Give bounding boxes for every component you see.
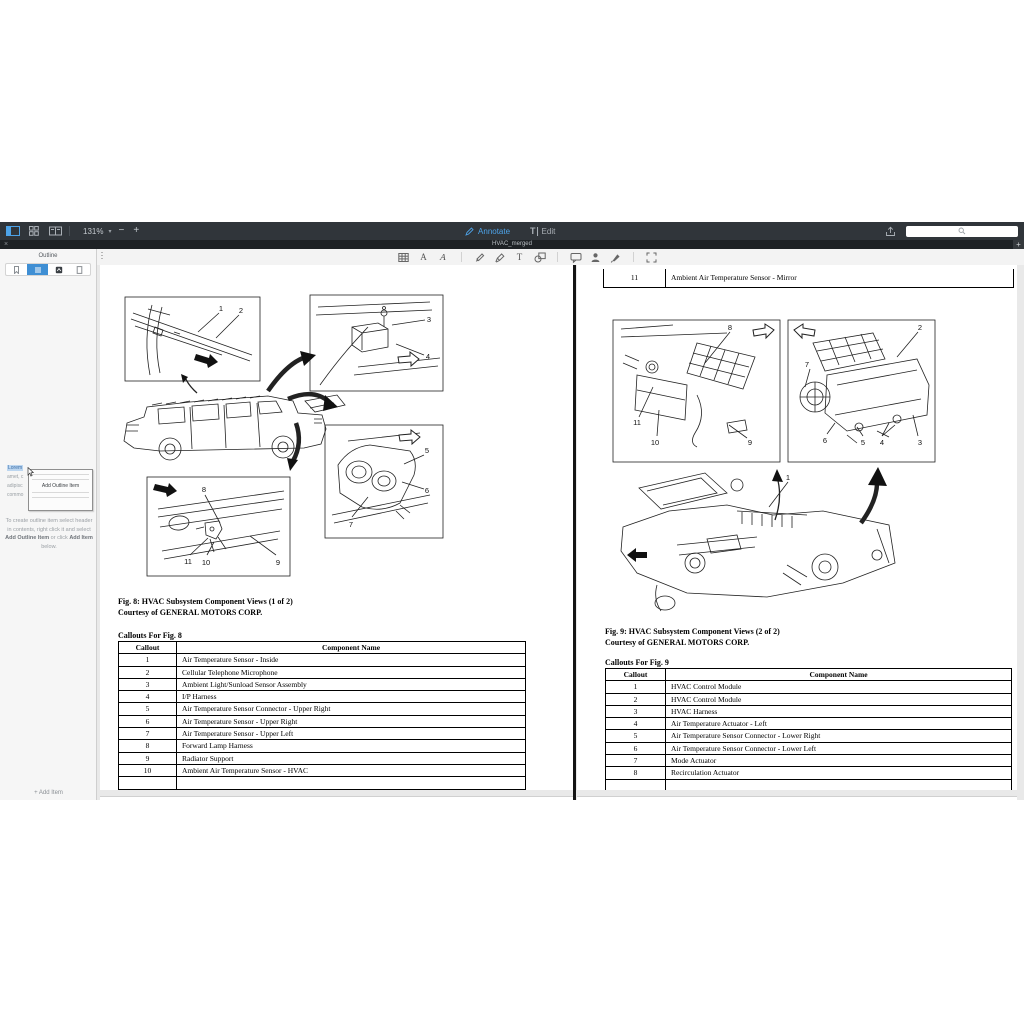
- callout-cell: 7: [606, 755, 666, 767]
- callout-cell: 2: [119, 666, 177, 678]
- callout-cell: 4: [606, 718, 666, 730]
- tab-bar: [0, 240, 1024, 249]
- component-cell: Air Temperature Sensor Connector - Lower Right: [666, 730, 1012, 742]
- sidebar-view-switcher: [5, 263, 91, 276]
- fig8-caption-line1: Fig. 8: HVAC Subsystem Component Views (1 of 2): [118, 597, 293, 606]
- pdf-page-right: [577, 265, 1017, 790]
- table-row: [604, 269, 1014, 288]
- table-row: [606, 693, 1012, 705]
- pdf-app-window: [0, 222, 1024, 800]
- svg-text:3: 3: [917, 438, 923, 447]
- callout-cell: 5: [119, 703, 177, 715]
- sidebar-toggle-button[interactable]: [6, 224, 20, 238]
- table-header-row: [606, 669, 1012, 681]
- fig9-main-assembly: [621, 473, 895, 611]
- svg-text:10: 10: [201, 558, 211, 567]
- callout-cell: 5: [606, 730, 666, 742]
- outline-list-icon: [34, 266, 42, 274]
- fig9-diagram: [577, 315, 1017, 627]
- annotate-label: Annotate: [478, 226, 511, 236]
- signature-tool-button[interactable]: [609, 251, 622, 264]
- fig8-detail-sensor: [310, 295, 443, 391]
- fig9-callout-table: [605, 668, 1012, 790]
- callout-cell: 6: [606, 742, 666, 754]
- component-cell: I/P Harness: [177, 691, 526, 703]
- component-cell: Cellular Telephone Microphone: [177, 666, 526, 678]
- table-row-partial: [606, 779, 1012, 790]
- callout-header: Callout: [119, 642, 177, 654]
- fig9-detail-left: [613, 320, 780, 462]
- svg-text:5: 5: [860, 438, 866, 447]
- fig9-connector-arrows: [627, 467, 887, 562]
- highlight-grid-button[interactable]: [397, 251, 410, 264]
- edit-text-cursor-icon: T: [530, 226, 536, 236]
- fig8-vehicle: [124, 395, 345, 460]
- sidebar-toggle-icon: [6, 226, 20, 236]
- table-row: [119, 715, 526, 727]
- callout-cell: 7: [119, 728, 177, 740]
- search-icon: [958, 227, 966, 235]
- toolbar-separator: [69, 226, 70, 236]
- edit-mode-button[interactable]: [530, 226, 555, 236]
- fig8-diagram: [100, 265, 573, 595]
- search-input[interactable]: [906, 226, 1018, 237]
- fig8-table-title: Callouts For Fig. 8: [118, 631, 182, 640]
- table-row: [606, 681, 1012, 693]
- svg-text:2: 2: [238, 306, 244, 315]
- signature-pen-icon: [610, 252, 622, 263]
- outline-hint-text: To create outline item select header in contents, right click it and select Add Outline Item or click Add Item below.: [5, 518, 93, 550]
- fig8-caption-line2: Courtesy of GENERAL MOTORS CORP.: [118, 608, 263, 617]
- svg-text:2: 2: [917, 323, 923, 332]
- svg-text:9: 9: [747, 438, 753, 447]
- annotate-pen-icon: [465, 227, 474, 236]
- comment-icon: [570, 252, 582, 263]
- table-row: [119, 703, 526, 715]
- component-cell: Radiator Support: [177, 752, 526, 764]
- table-row: [119, 752, 526, 764]
- add-item-button[interactable]: + Add Item: [34, 790, 63, 796]
- fig8-detail-roofrail: [125, 297, 260, 381]
- svg-text:6: 6: [822, 436, 828, 445]
- tab-annotations[interactable]: [48, 264, 69, 275]
- zoom-dropdown-chevron-icon[interactable]: ▾: [108, 228, 112, 235]
- demo-text-line: amet, c: [7, 474, 24, 480]
- pencil-tool-button[interactable]: [473, 251, 486, 264]
- grid-tool-icon: [398, 252, 409, 263]
- svg-text:6: 6: [424, 486, 430, 495]
- fig9-caption-line2: Courtesy of GENERAL MOTORS CORP.: [605, 638, 750, 647]
- shapes-icon: [534, 252, 546, 263]
- table-row: [119, 740, 526, 752]
- callout-cell: 3: [119, 678, 177, 690]
- fig8-detail-radiator: [147, 477, 290, 576]
- fig9-table-title: Callouts For Fig. 9: [605, 658, 669, 667]
- outline-empty-illustration: [7, 465, 93, 517]
- component-cell: Air Temperature Sensor - Upper Right: [177, 715, 526, 727]
- callout-header: Callout: [606, 669, 666, 681]
- table-row: [119, 678, 526, 690]
- fig9-caption-line1: Fig. 9: HVAC Subsystem Component Views (2 of 2): [605, 627, 780, 636]
- table-row: [119, 666, 526, 678]
- outline-sidebar: [0, 249, 97, 800]
- cursor-arrow-icon: [27, 467, 34, 477]
- demo-text-line: adipisc: [7, 483, 23, 489]
- component-cell: Ambient Light/Sunload Sensor Assembly: [177, 678, 526, 690]
- callout-cell: 8: [119, 740, 177, 752]
- component-header: Component Name: [666, 669, 1012, 681]
- shapes-tool-button[interactable]: [533, 251, 546, 264]
- demo-context-menu: [28, 469, 93, 511]
- pane-resize-handle[interactable]: [101, 252, 103, 261]
- zoom-in-button[interactable]: +: [133, 225, 140, 236]
- svg-text:8: 8: [727, 323, 733, 332]
- table-row: [606, 730, 1012, 742]
- pdf-page-left: [100, 265, 573, 790]
- page-spine-divider: [573, 265, 576, 800]
- toolbar-separator: [633, 252, 634, 262]
- demo-menu-item-add-outline: Add Outline Item: [41, 483, 80, 489]
- component-cell: HVAC Control Module: [666, 681, 1012, 693]
- table-row: [606, 705, 1012, 717]
- callout-cell: 2: [606, 693, 666, 705]
- table-row: [119, 691, 526, 703]
- callout-cell: 10: [119, 764, 177, 776]
- text-highlight-button[interactable]: [417, 251, 430, 264]
- tab-thumbnails[interactable]: [69, 264, 90, 275]
- share-button[interactable]: [883, 224, 897, 238]
- svg-text:10: 10: [650, 438, 660, 447]
- strikeout-button[interactable]: [437, 251, 450, 264]
- stamp-icon: [590, 252, 601, 263]
- two-page-view-button[interactable]: [48, 224, 62, 238]
- edit-label: Edit: [541, 226, 556, 236]
- svg-text:1: 1: [218, 304, 224, 313]
- component-cell: HVAC Control Module: [666, 693, 1012, 705]
- callout-cell: 8: [606, 767, 666, 779]
- marker-tool-button[interactable]: [493, 251, 506, 264]
- component-cell: Ambient Air Temperature Sensor - HVAC: [177, 764, 526, 776]
- new-tab-button[interactable]: +: [1013, 240, 1024, 249]
- next-page-edge: [100, 796, 573, 800]
- page-thumbnail-icon: [76, 266, 83, 274]
- table-row: [119, 728, 526, 740]
- letter-a-italic-icon: A: [439, 252, 448, 262]
- bookmark-icon: [13, 266, 20, 274]
- svg-text:5: 5: [424, 446, 430, 455]
- fig8-callout-table: [118, 641, 526, 790]
- callout-cell: 1: [606, 681, 666, 693]
- callout-cell: 6: [119, 715, 177, 727]
- text-tool-button[interactable]: [513, 251, 526, 264]
- main-toolbar: [0, 222, 1024, 240]
- demo-selected-text: Lorem: [8, 465, 23, 471]
- table-row: [119, 764, 526, 776]
- pencil-icon: [474, 252, 485, 263]
- fig8-table-carryover: [603, 269, 1014, 288]
- zoom-out-button[interactable]: −: [118, 225, 125, 236]
- svg-text:7: 7: [348, 520, 354, 529]
- zoom-level-value[interactable]: 131%: [83, 226, 104, 236]
- fig8-detail-hvac: [325, 425, 443, 538]
- toolbar-separator: [557, 252, 558, 262]
- svg-text:7: 7: [804, 360, 810, 369]
- svg-text:11: 11: [633, 418, 641, 427]
- svg-text:9: 9: [275, 558, 281, 567]
- share-icon: [885, 226, 896, 237]
- callout-cell: 3: [606, 705, 666, 717]
- callout-cell: 9: [119, 752, 177, 764]
- letter-t-icon: T: [516, 252, 523, 262]
- page-grid-view-button[interactable]: [27, 224, 41, 238]
- table-header-row: [119, 642, 526, 654]
- table-row: [606, 742, 1012, 754]
- svg-text:11: 11: [184, 557, 192, 566]
- component-cell: Recirculation Actuator: [666, 767, 1012, 779]
- fig9-detail-right: [788, 320, 935, 462]
- annotation-toolbar: [97, 249, 1024, 266]
- component-cell: HVAC Harness: [666, 705, 1012, 717]
- sidebar-title: Outline: [38, 253, 58, 259]
- document-tab[interactable]: HVAC_merged: [492, 241, 532, 247]
- component-cell: Mode Actuator: [666, 755, 1012, 767]
- two-page-view-icon: [49, 226, 62, 236]
- document-viewport: [97, 265, 1024, 800]
- table-row: [606, 767, 1012, 779]
- fullscreen-button[interactable]: [645, 251, 658, 264]
- table-row-partial: [119, 777, 526, 789]
- svg-text:3: 3: [426, 315, 432, 324]
- table-row: [606, 755, 1012, 767]
- stamp-tool-button[interactable]: [589, 251, 602, 264]
- component-cell: Ambient Air Temperature Sensor - Mirror: [666, 269, 1014, 288]
- marker-icon: [494, 252, 505, 263]
- toolbar-separator: [461, 252, 462, 262]
- callout-cell: 4: [119, 691, 177, 703]
- svg-text:1: 1: [785, 473, 791, 482]
- close-tab-button[interactable]: ×: [4, 241, 9, 248]
- callout-cell: 11: [604, 269, 666, 288]
- svg-text:4: 4: [425, 352, 431, 361]
- annotate-mode-button[interactable]: [465, 227, 510, 236]
- svg-text:4: 4: [879, 438, 885, 447]
- content-area: [0, 249, 1024, 800]
- demo-text-line: commo: [7, 492, 24, 498]
- component-cell: Forward Lamp Harness: [177, 740, 526, 752]
- fullscreen-icon: [646, 252, 657, 263]
- tab-bookmarks[interactable]: [6, 264, 27, 275]
- callout-cell: 1: [119, 654, 177, 666]
- table-row: [119, 654, 526, 666]
- annotations-icon: [55, 266, 63, 274]
- page-grid-icon: [29, 226, 39, 236]
- comment-tool-button[interactable]: [569, 251, 582, 264]
- component-cell: Air Temperature Sensor Connector - Lower Left: [666, 742, 1012, 754]
- component-cell: Air Temperature Actuator - Left: [666, 718, 1012, 730]
- next-page-edge: [577, 796, 1017, 800]
- component-cell: Air Temperature Sensor Connector - Upper Right: [177, 703, 526, 715]
- table-row: [606, 718, 1012, 730]
- component-header: Component Name: [177, 642, 526, 654]
- svg-text:8: 8: [201, 485, 207, 494]
- component-cell: Air Temperature Sensor - Inside: [177, 654, 526, 666]
- component-cell: Air Temperature Sensor - Upper Left: [177, 728, 526, 740]
- tab-outline[interactable]: [27, 264, 48, 275]
- letter-a-icon: A: [420, 252, 427, 262]
